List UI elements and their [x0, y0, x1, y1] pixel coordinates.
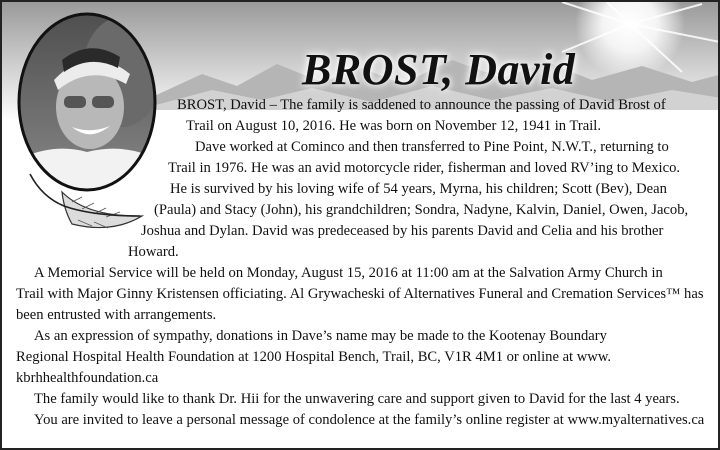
deceased-name-title: BROST, David — [302, 45, 576, 94]
body-line: Dave worked at Cominco and then transferred to Pine Point, N.W.T., returning to — [195, 139, 669, 155]
portrait-photo-and-feather — [2, 2, 172, 252]
body-line: As an expression of sympathy, donations in Dave’s name may be made to the Kootenay Boundary — [34, 328, 607, 344]
body-line: You are invited to leave a personal message of condolence at the family’s online register at www.myalternatives.ca — [34, 412, 705, 428]
body-line: Joshua and Dylan. David was predeceased by his parents David and Celia and his brother — [141, 223, 664, 239]
body-line: (Paula) and Stacy (John), his grandchildren; Sondra, Nadyne, Kalvin, Daniel, Owen, Jacob, — [154, 202, 689, 218]
body-line: Trail with Major Ginny Kristensen officiating. Al Grywacheski of Alternatives Funeral and Cremation Services™ has — [16, 286, 704, 302]
body-line: kbrhhealthfoundation.ca — [16, 370, 159, 386]
body-line: The family would like to thank Dr. Hii for the unwavering care and support given to David for the last 4 years. — [34, 391, 680, 407]
body-line: BROST, David – The family is saddened to announce the passing of David Brost of — [177, 97, 666, 113]
body-line: been entrusted with arrangements. — [16, 307, 217, 323]
body-line: Howard. — [128, 244, 179, 260]
body-line: He is survived by his loving wife of 54 years, Myrna, his children; Scott (Bev), Dean — [170, 181, 667, 197]
body-line: A Memorial Service will be held on Monday, August 15, 2016 at 11:00 am at the Salvation Army Church in — [34, 265, 663, 281]
body-line: Trail in 1976. He was an avid motorcycle rider, fisherman and loved RV’ing to Mexico. — [168, 160, 681, 176]
body-line: Trail on August 10, 2016. He was born on November 12, 1941 in Trail. — [186, 118, 601, 134]
body-line: Regional Hospital Health Foundation at 1200 Hospital Bench, Trail, BC, V1R 4M1 or online at www. — [16, 349, 612, 365]
